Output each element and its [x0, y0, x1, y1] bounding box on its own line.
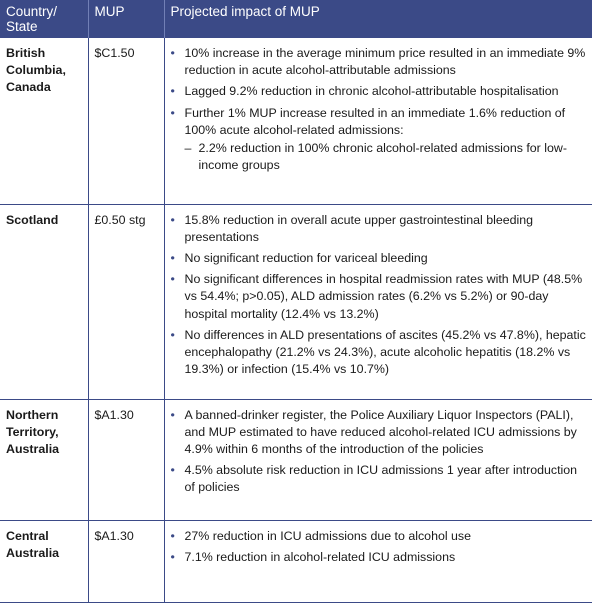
mup-cell: $A1.30 — [88, 520, 164, 602]
impact-item: • No significant reduction for variceal bleeding — [171, 250, 587, 267]
impact-item — [171, 105, 587, 175]
impact-item: • No significant differences in hospital readmission rates with MUP (48.5% vs 54.4%; p>0.05), ALD admission rates (6.2% vs 5.2%) or 90-day hospital mortality (12.4% vs 13.2%) — [171, 271, 587, 323]
sub-impact-item: – 2.2% reduction in 100% chronic alcohol-related admissions for low-income groups — [185, 140, 587, 174]
table-row — [0, 520, 592, 602]
impact-item: • Lagged 9.2% reduction in chronic alcohol-attributable hospitalisation — [171, 83, 587, 100]
country-cell: British Columbia, Canada — [0, 38, 88, 204]
header-country: Country/ State — [0, 0, 88, 38]
table-row — [0, 38, 592, 204]
impact-cell — [164, 204, 592, 399]
impact-list — [171, 212, 587, 379]
mup-cell: $A1.30 — [88, 399, 164, 520]
sub-impact-list — [185, 140, 587, 174]
table-row — [0, 204, 592, 399]
country-cell: Northern Territory, Australia — [0, 399, 88, 520]
impact-item: • 10% increase in the average minimum price resulted in an immediate 9% reduction in acute alcohol-attributable admissions — [171, 45, 587, 79]
header-row — [0, 0, 592, 38]
impact-list — [171, 528, 587, 566]
country-cell: Scotland — [0, 204, 88, 399]
header-mup: MUP — [88, 0, 164, 38]
impact-cell — [164, 38, 592, 204]
impact-item: • 7.1% reduction in alcohol-related ICU admissions — [171, 549, 587, 566]
impact-list — [171, 407, 587, 497]
impact-item: • A banned-drinker register, the Police Auxiliary Liquor Inspectors (PALI), and MUP estimated to have reduced alcohol-related ICU admissions by 4.9% within 6 months of the introduction of the policies — [171, 407, 587, 459]
impact-item-text: Further 1% MUP increase resulted in an immediate 1.6% reduction of 100% acute alcohol-related admissions: — [184, 105, 566, 137]
impact-cell — [164, 399, 592, 520]
header-impact: Projected impact of MUP — [164, 0, 592, 38]
country-cell: Central Australia — [0, 520, 88, 602]
mup-cell: $C1.50 — [88, 38, 164, 204]
mup-cell: £0.50 stg — [88, 204, 164, 399]
impact-item: • 15.8% reduction in overall acute upper gastrointestinal bleeding presentations — [171, 212, 587, 246]
impact-item: • 4.5% absolute risk reduction in ICU admissions 1 year after introduction of policies — [171, 462, 587, 496]
impact-list — [171, 45, 587, 174]
table-row — [0, 399, 592, 520]
impact-item: • 27% reduction in ICU admissions due to alcohol use — [171, 528, 587, 545]
impact-cell — [164, 520, 592, 602]
impact-item: • No differences in ALD presentations of ascites (45.2% vs 47.8%), hepatic encephalopathy (21.2% vs 24.3%), acute alcoholic hepatitis (18.2% vs 19.3%) or infection (15.4% vs 10.7%) — [171, 327, 587, 379]
